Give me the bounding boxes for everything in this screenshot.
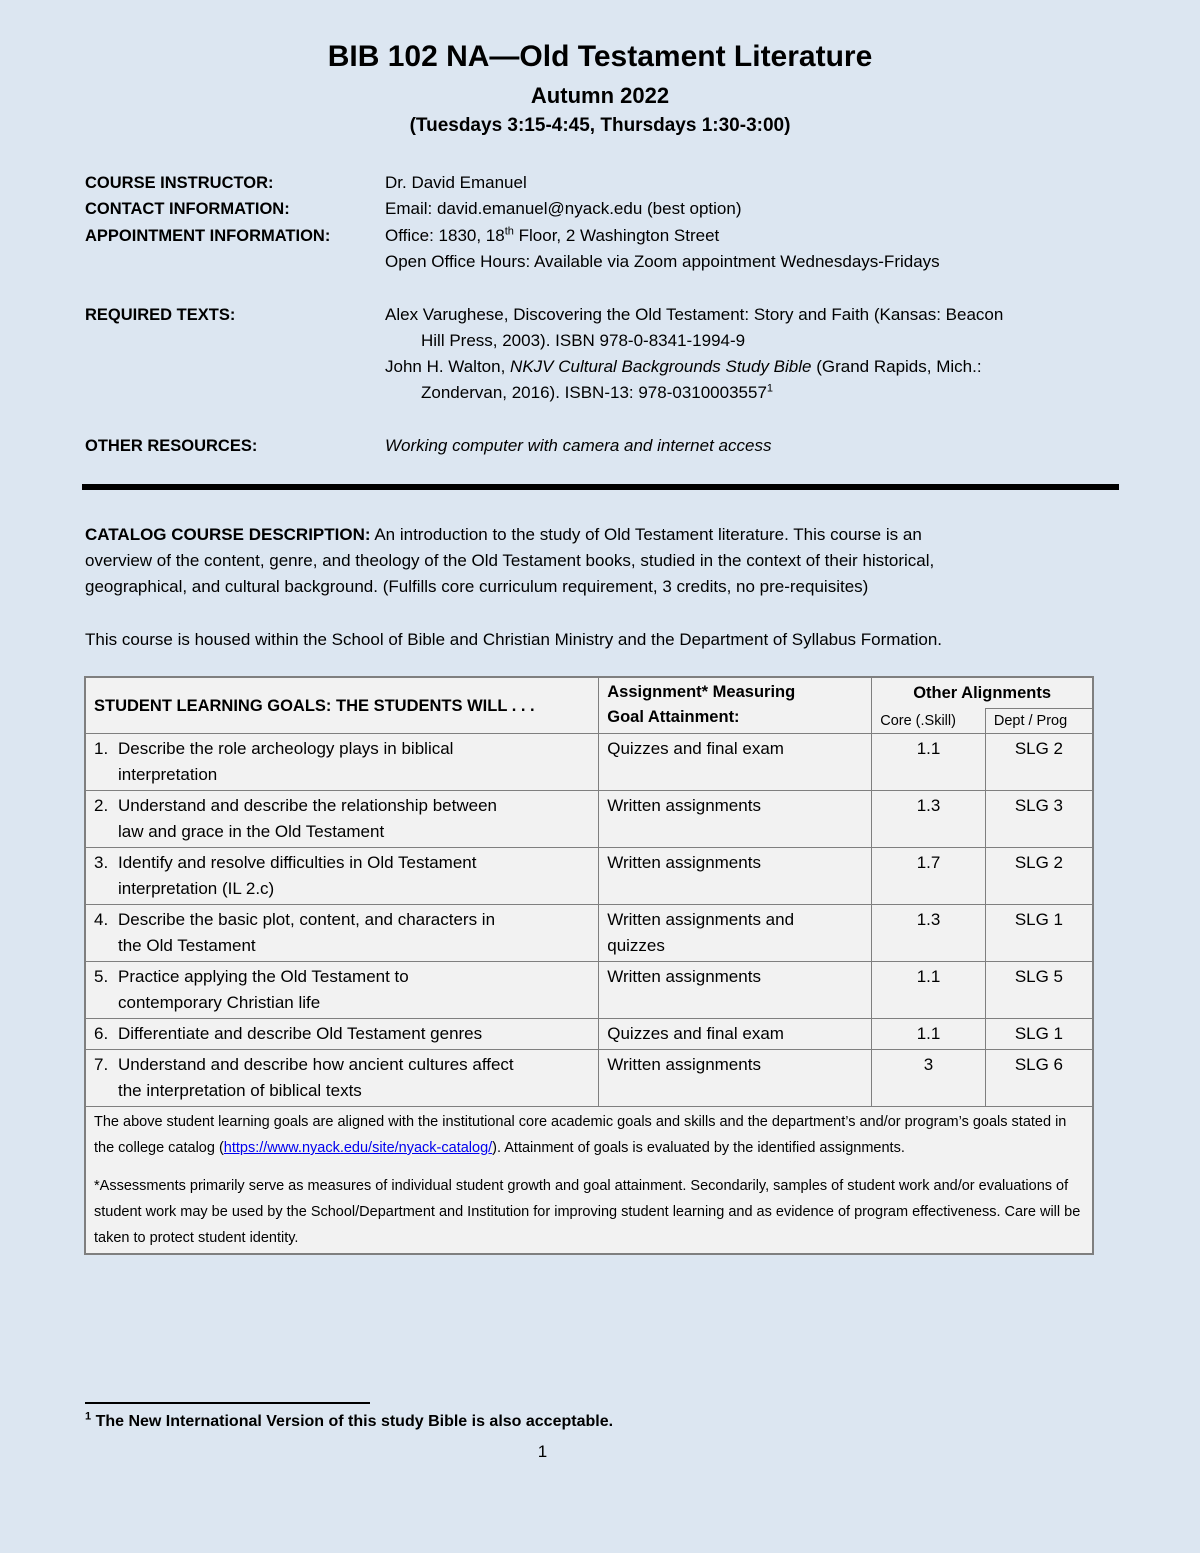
appointment-label: APPOINTMENT INFORMATION: bbox=[85, 227, 331, 245]
core-cell: 1.7 bbox=[872, 848, 986, 905]
catalog-label: CATALOG COURSE DESCRIPTION: bbox=[85, 525, 371, 544]
goal-cell: 7. Understand and describe how ancient cultures affect the interpretation of biblical texts bbox=[85, 1050, 599, 1107]
instructor-label: COURSE INSTRUCTOR: bbox=[85, 174, 274, 192]
section-divider bbox=[82, 484, 1119, 490]
table-header-row bbox=[85, 677, 1093, 709]
dept-cell: SLG 2 bbox=[985, 734, 1093, 791]
table-row bbox=[85, 962, 1093, 1019]
footnote-divider bbox=[85, 1402, 370, 1404]
dept-cell: SLG 5 bbox=[985, 962, 1093, 1019]
other-resources-value: Working computer with camera and internet access bbox=[385, 436, 772, 455]
table-row bbox=[85, 1050, 1093, 1107]
alignment-note: The above student learning goals are aligned with the institutional core academic goals and skills and the department’s and/or program’s goals stated in the college catalog (https://www.nyack.edu/site/nyack-catalog/). Attainment of goals is evaluated by the identified assignments. bbox=[94, 1114, 1067, 1156]
table-row bbox=[85, 734, 1093, 791]
instructor-value: Dr. David Emanuel bbox=[385, 173, 527, 192]
dept-cell: SLG 1 bbox=[985, 905, 1093, 962]
core-cell: 1.3 bbox=[872, 905, 986, 962]
course-schedule: (Tuesdays 3:15-4:45, Thursdays 1:30-3:00) bbox=[409, 115, 791, 136]
assignment-cell: Quizzes and final exam bbox=[599, 734, 872, 791]
other-resources-label: OTHER RESOURCES: bbox=[85, 437, 258, 455]
dept-cell: SLG 3 bbox=[985, 791, 1093, 848]
assignment-cell: Written assignments bbox=[599, 1050, 872, 1107]
core-cell: 1.1 bbox=[872, 962, 986, 1019]
assignment-cell: Written assignments bbox=[599, 848, 872, 905]
page-number: 1 bbox=[537, 1442, 548, 1461]
footnote: $^1$ The New International Version of this study Bible is also acceptable. bbox=[85, 1410, 614, 1430]
core-cell: 1.1 bbox=[872, 734, 986, 791]
learning-goals-table bbox=[84, 676, 1094, 1255]
core-cell: 1.3 bbox=[872, 791, 986, 848]
table-row bbox=[85, 905, 1093, 962]
header-other-alignments: Other Alignments bbox=[872, 677, 1093, 709]
goal-cell: 2. Understand and describe the relationship between law and grace in the Old Testament bbox=[85, 791, 599, 848]
goal-cell: 4. Describe the basic plot, content, and characters in the Old Testament bbox=[85, 905, 599, 962]
required-texts-label: REQUIRED TEXTS: bbox=[85, 306, 236, 324]
goal-cell: 1. Describe the role archeology plays in biblical interpretation bbox=[85, 734, 599, 791]
header-assignment: Assignment* Measuring Goal Attainment: bbox=[599, 677, 872, 734]
header-goals: STUDENT LEARNING GOALS: THE STUDENTS WILL . . . bbox=[85, 677, 599, 734]
dept-cell: SLG 1 bbox=[985, 1019, 1093, 1050]
assignment-cell: Written assignments and quizzes bbox=[599, 905, 872, 962]
goal-cell: 6. Differentiate and describe Old Testament genres bbox=[85, 1019, 599, 1050]
contact-label: CONTACT INFORMATION: bbox=[85, 200, 290, 218]
goal-cell: 3. Identify and resolve difficulties in Old Testament interpretation (IL 2.c) bbox=[85, 848, 599, 905]
assignment-cell: Written assignments bbox=[599, 962, 872, 1019]
goal-cell: 5. Practice applying the Old Testament to contemporary Christian life bbox=[85, 962, 599, 1019]
required-text-1-line-2: Hill Press, 2003). ISBN 978-0-8341-1994-9 bbox=[421, 331, 746, 350]
required-text-2-line-2: Zondervan, 2016). ISBN-13: 978-0310003557$^1$ bbox=[421, 382, 774, 402]
dept-cell: SLG 6 bbox=[985, 1050, 1093, 1107]
course-term: Autumn 2022 bbox=[530, 83, 670, 108]
office-value: Office: 1830, 18th Floor, 2 Washington Street bbox=[385, 225, 720, 245]
table-row bbox=[85, 791, 1093, 848]
dept-cell: SLG 2 bbox=[985, 848, 1093, 905]
header-core: Core (.Skill) bbox=[872, 709, 986, 734]
office-hours: Open Office Hours: Available via Zoom appointment Wednesdays-Fridays bbox=[385, 252, 940, 271]
core-cell: 3 bbox=[872, 1050, 986, 1107]
table-row bbox=[85, 848, 1093, 905]
course-title: BIB 102 NA—Old Testament Literature bbox=[327, 40, 873, 73]
housed-statement: This course is housed within the School of Bible and Christian Ministry and the Department of Syllabus Formation. bbox=[85, 630, 943, 649]
catalog-description: CATALOG COURSE DESCRIPTION: An introduction to the study of Old Testament literature. This course is an overview of the content, genre, and theology of the Old Testament books, studied in the context of their historical, geographical, and cultural background. (Fulfills core curriculum requirement, 3 credits, no pre-requisites) bbox=[85, 525, 935, 596]
table-row bbox=[85, 1019, 1093, 1050]
assessment-note: *Assessments primarily serve as measures of individual student growth and goal attainment. Secondarily, samples of student work and/or evaluations of student work may be used by the School/Department and Institution for improving student learning and as evidence of program effectiveness. Care will be taken to protect student identity. bbox=[94, 1178, 1081, 1246]
core-cell: 1.1 bbox=[872, 1019, 986, 1050]
contact-value: Email: david.emanuel@nyack.edu (best option) bbox=[385, 199, 742, 218]
catalog-link[interactable]: https://www.nyack.edu/site/nyack-catalog/ bbox=[223, 1140, 493, 1156]
header-dept: Dept / Prog bbox=[985, 709, 1093, 734]
table-notes bbox=[85, 1107, 1093, 1255]
table-notes-row bbox=[85, 1107, 1093, 1255]
assignment-cell: Written assignments bbox=[599, 791, 872, 848]
required-text-2-line-1: John H. Walton, NKJV Cultural Backgrounds Study Bible (Grand Rapids, Mich.: bbox=[385, 357, 982, 376]
assignment-cell: Quizzes and final exam bbox=[599, 1019, 872, 1050]
required-text-1-line-1: Alex Varughese, Discovering the Old Testament: Story and Faith (Kansas: Beacon bbox=[385, 305, 1004, 324]
